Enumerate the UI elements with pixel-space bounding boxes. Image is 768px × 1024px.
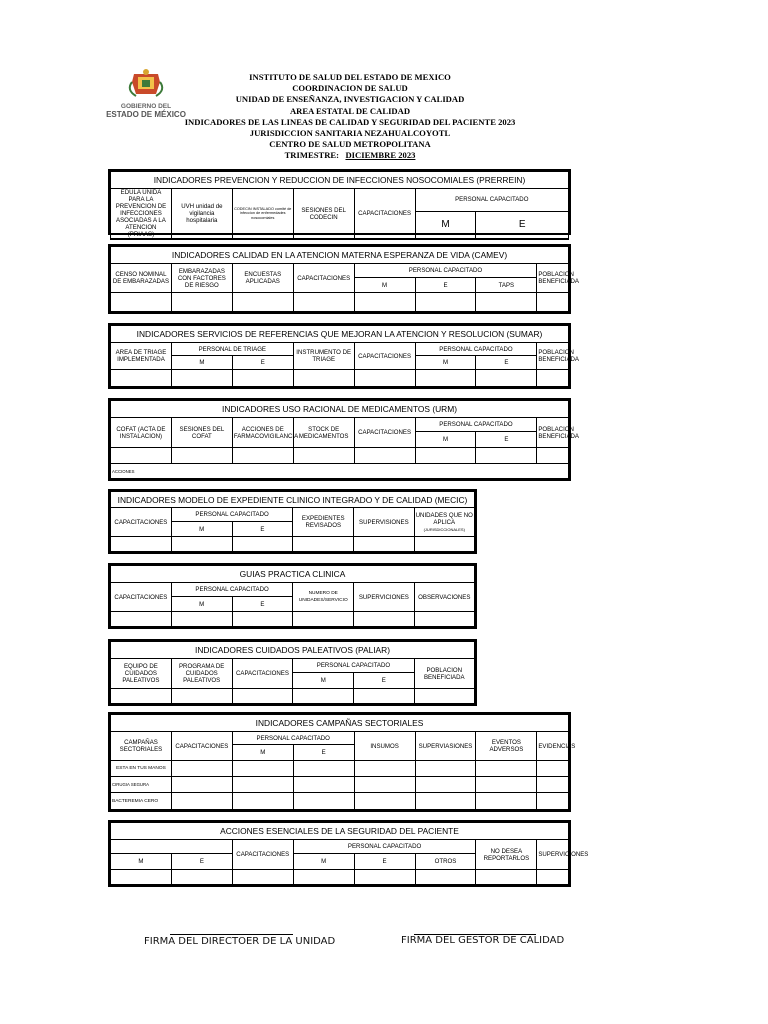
urm-header-e: E [476,432,537,448]
urm-cell[interactable] [232,448,293,464]
urm-cell[interactable] [293,448,354,464]
urm-cell[interactable] [537,448,569,464]
paliar-header-m: M [293,673,354,689]
sumar-table [108,323,579,389]
prerrein-cell[interactable] [476,239,569,240]
sumar-header-capacitaciones: CAPACITACIONES [354,343,415,370]
acciones-header-capacitaciones: CAPACITACIONES [232,840,293,870]
camev-header-embarazadas: EMBARAZADAS CON FACTORES DE RIESGO [171,264,232,293]
guias-cell[interactable] [171,612,232,627]
urm-cell[interactable] [171,448,232,464]
urm-cell[interactable] [415,448,476,464]
sumar-cell[interactable] [476,370,537,387]
mecic-unidades-label: UNIDADES QUE NO APLICA [415,511,473,526]
paliar-cell[interactable] [354,689,414,704]
sumar-header-poblacion: POBLACION BENEFICIADA [537,343,569,370]
acciones-header-no-desea: NO DESEA REPORTARLOS [476,840,537,870]
urm-table [108,398,579,481]
urm-header-farmacovigilancia: ACCIONES DE FARMACOVIGILANCIA [232,418,293,448]
acciones-cell[interactable] [537,870,569,885]
mecic-header-unidades [414,508,474,537]
acciones-cell[interactable] [476,870,537,885]
urm-header-sesiones: SESIONES DEL COFAT [171,418,232,448]
trimestre-label: TRIMESTRE: [284,150,340,161]
urm-acciones-row[interactable]: ACCIONES [111,464,569,479]
guias-cell[interactable] [232,612,293,627]
sumar-header-area: AREA DE TRIAGE IMPLEMENTADA [111,343,172,370]
acciones-header-m: M [293,854,354,870]
acciones-table [108,820,589,887]
camev-header-taps: TAPS [476,278,537,293]
guias-header-superviciones: SUPERVICIONES [354,583,414,612]
sumar-cell[interactable] [415,370,476,387]
mecic-header-supervisiones: SUPERVISIONES [354,508,414,537]
logo-caption [106,103,186,119]
prerrein-header-e: E [476,211,569,238]
header-line-6: JURISDICCION SANITARIA NEZAHUALCOYOTL [249,128,451,139]
camev-cell[interactable] [537,293,569,312]
campanas-cell[interactable] [476,761,537,777]
camev-header-e: E [415,278,476,293]
campanas-header-insumos: INSUMOS [354,732,415,761]
header-trimestre [180,150,520,161]
guias-cell[interactable] [293,612,354,627]
campanas-cell[interactable] [537,777,569,793]
campanas-cell[interactable] [537,793,569,810]
mecic-cell[interactable] [354,537,414,552]
camev-cell[interactable] [232,293,293,312]
campanas-cell[interactable] [293,777,354,793]
mecic-header-expedientes: EXPEDIENTES REVISADOS [293,508,354,537]
paliar-header-e: E [354,673,414,689]
guias-cell[interactable] [414,612,474,627]
paliar-header-poblacion: POBLACION BENEFICIADA [414,659,474,689]
sumar-header-personal-triage: PERSONAL DE TRIAGE [171,343,293,356]
guias-cell[interactable] [354,612,414,627]
sumar-cell[interactable] [171,370,232,387]
campanas-cell[interactable] [354,793,415,810]
paliar-header-capacitaciones: CAPACITACIONES [232,659,293,689]
paliar-header-programa: PROGRAMA DE CUIDADOS PALEATIVOS [171,659,232,689]
camev-cell[interactable] [293,293,354,312]
camev-header-encuestas: ENCUESTAS APLICADAS [232,264,293,293]
camev-table [108,244,579,314]
campanas-cell[interactable] [232,761,293,777]
header-line-5: INDICADORES DE LAS LINEAS DE CALIDAD Y SEGURIDAD DEL PACIENTE 2023 [184,116,516,127]
paliar-header-equipo: EQUIPO DE CUIDADOS PALEATIVOS [111,659,172,689]
camev-header-poblacion: POBLACION BENEFICIADA [537,264,569,293]
prerrein-cell[interactable] [111,239,172,240]
campanas-cell[interactable] [354,761,415,777]
acciones-cell[interactable] [354,870,415,885]
campanas-header-personal: PERSONAL CAPACITADO [232,732,354,745]
campanas-cell[interactable] [476,777,537,793]
prerrein-cell[interactable] [293,239,354,240]
urm-title: INDICADORES USO RACIONAL DE MEDICAMENTOS (URM) [111,401,569,418]
acciones-title: ACCIONES ESENCIALES DE LA SEGURIDAD DEL PACIENTE [111,823,569,840]
acciones-cell[interactable] [171,870,232,885]
urm-header-m: M [415,432,476,448]
camev-cell[interactable] [171,293,232,312]
mecic-header-personal: PERSONAL CAPACITADO [171,508,293,522]
acciones-cell[interactable] [415,870,476,885]
mecic-header-capacitaciones: CAPACITACIONES [111,508,172,537]
prerrein-cell[interactable] [232,239,293,240]
acciones-cell[interactable] [232,870,293,885]
prerrein-header-sesiones: SESIONES DEL CODECIN [293,189,354,239]
camev-title: INDICADORES CALIDAD EN LA ATENCION MATERNA ESPERANZA DE VIDA (CAMEV) [111,247,569,264]
campanas-header-supervisiones: SUPERVIASIONES [415,732,476,761]
urm-header-stock: STOCK DE MEDICAMENTOS [293,418,354,448]
paliar-table [108,639,477,706]
campanas-cell[interactable] [293,761,354,777]
campanas-cell[interactable] [537,761,569,777]
guias-header-capacitaciones: CAPACITACIONES [111,583,172,612]
campanas-row-esta-en-tus-manos: ESTA EN TUS MANOS [111,761,172,777]
mecic-unidades-sub: (JURISDICCIONALES) [423,526,465,532]
acciones-header-blank [111,840,233,854]
guias-header-personal: PERSONAL CAPACITADO [171,583,293,597]
campanas-header-evidencias: EVIDENCIAS [537,732,569,761]
sumar-header-m: M [171,356,232,370]
acciones-cell[interactable] [293,870,354,885]
sumar-cell[interactable] [293,370,354,387]
camev-cell[interactable] [476,293,537,312]
campanas-header-eventos: EVENTOS ADVERSOS [476,732,537,761]
sumar-header-instrumento: INSTRUMENTO DE TRIAGE [293,343,354,370]
acciones-header-m-left: M [111,854,172,870]
mecic-cell[interactable] [111,537,172,552]
logo-line-2: ESTADO DE MÉXICO [106,110,186,119]
paliar-cell[interactable] [111,689,172,704]
sumar-header-m2: M [415,356,476,370]
urm-header-cofat: COFAT (ACTA DE INSTALACION) [111,418,172,448]
acciones-header-otros: OTROS [415,854,476,870]
header-line-1: INSTITUTO DE SALUD DEL ESTADO DE MEXICO [249,72,451,82]
guias-header-e: E [232,597,293,612]
camev-header-capacitaciones: CAPACITACIONES [293,264,354,293]
prerrein-header-codecin: CODECIN INSTALADO comité de infeccion de enfermedades nosocomiales [232,189,293,239]
sumar-cell[interactable] [232,370,293,387]
urm-cell[interactable] [354,448,415,464]
sumar-cell[interactable] [354,370,415,387]
campanas-row-cirugia-segura: CIRUGIA SEGURA [111,777,172,793]
mecic-table [108,489,477,554]
mecic-cell[interactable] [293,537,354,552]
campanas-cell[interactable] [476,793,537,810]
campanas-header-m: M [232,745,293,761]
mecic-cell[interactable] [232,537,293,552]
prerrein-title: INDICADORES PREVENCION Y REDUCCION DE INFECCIONES NOSOCOMIALES (PRERREIN) [111,172,569,189]
prerrein-header-personal: PERSONAL CAPACITADO [415,189,568,212]
header-line-7: CENTRO DE SALUD METROPOLITANA [269,139,431,150]
campanas-cell[interactable] [171,761,232,777]
camev-cell[interactable] [415,293,476,312]
urm-cell[interactable] [111,448,172,464]
campanas-header-capacitaciones: CAPACITACIONES [171,732,232,761]
paliar-cell[interactable] [293,689,354,704]
header-line-3: UNIDAD DE ENSEÑANZA, INVESTIGACION Y CALIDAD [235,94,465,105]
prerrein-header-m: M [415,211,476,238]
acciones-header-personal: PERSONAL CAPACITADO [293,840,476,854]
urm-header-personal: PERSONAL CAPACITADO [415,418,537,432]
urm-header-poblacion: POBLACION BENEFICIADA [537,418,569,448]
guias-table [108,563,477,629]
campanas-cell[interactable] [171,793,232,810]
paliar-cell[interactable] [414,689,474,704]
sumar-header-e: E [232,356,293,370]
campanas-cell[interactable] [232,793,293,810]
campanas-header-e: E [293,745,354,761]
campanas-row-bacteremia-cero: BACTEREMIA CERO [111,793,172,810]
prerrein-cell[interactable] [171,239,232,240]
campanas-cell[interactable] [171,777,232,793]
paliar-title: INDICADORES CUIDADOS PALEATIVOS (PALIAR) [111,642,475,659]
camev-cell[interactable] [354,293,415,312]
prerrein-header-uvh: UVH unidad de vigilancia hospitalaria [171,189,232,239]
sumar-header-personal: PERSONAL CAPACITADO [415,343,537,356]
sumar-cell[interactable] [111,370,172,387]
acciones-cell[interactable] [111,870,172,885]
paliar-cell[interactable] [232,689,293,704]
header-line-4: AREA ESTATAL DE CALIDAD [289,105,411,116]
campanas-table [108,712,576,812]
campanas-cell[interactable] [232,777,293,793]
gestor-signature-label: FIRMA DEL GESTOR DE CALIDAD [401,935,565,946]
mecic-title: INDICADORES MODELO DE EXPEDIENTE CLINICO INTEGRADO Y DE CALIDAD (MECIC) [111,492,475,508]
campanas-cell[interactable] [293,793,354,810]
camev-header-m: M [354,278,415,293]
prerrein-header-capacitaciones: CAPACITACIONES [354,189,415,239]
director-signature-label: FIRMA DEL DIRECTOER DE LA UNIDAD [144,936,336,947]
acciones-header-superviciones: SUPERVICIONES [537,840,569,870]
camev-header-personal: PERSONAL CAPACITADO [354,264,537,278]
guias-title: GUIAS PRACTICA CLINICA [111,566,475,583]
paliar-header-personal: PERSONAL CAPACITADO [293,659,414,673]
prerrein-header-priaas: EDULA UNIDA PARA LA PREVENCION DE INFECCIONES ASOCIADAS A LA ATENCION (PRIAAS) [111,189,172,239]
campanas-cell[interactable] [415,793,476,810]
campanas-title: INDICADORES CAMPAÑAS SECTORIALES [111,715,569,732]
sumar-title: INDICADORES SERVICIOS DE REFERENCIAS QUE MEJORAN LA ATENCION Y RESOLUCION (SUMAR) [111,326,569,343]
campanas-cell[interactable] [354,777,415,793]
guias-header-observaciones: OBSERVACIONES [414,583,474,612]
urm-header-capacitaciones: CAPACITACIONES [354,418,415,448]
sumar-cell[interactable] [537,370,569,387]
paliar-cell[interactable] [171,689,232,704]
guias-cell[interactable] [111,612,172,627]
trimestre-value: DICIEMBRE 2023 [345,150,416,161]
mecic-header-e: E [232,522,293,537]
director-signature-line[interactable] [170,934,293,935]
logo-line-1: GOBIERNO DEL [120,103,172,110]
guias-header-unidades: NUMERO DE UNIDADES/SERVICIO [293,583,354,612]
document-header [180,72,520,162]
prerrein-cell[interactable] [354,239,415,240]
guias-header-m: M [171,597,232,612]
urm-cell[interactable] [476,448,537,464]
mecic-header-m: M [171,522,232,537]
prerrein-table [108,169,571,238]
sumar-header-e2: E [476,356,537,370]
header-line-2: COORDINACION DE SALUD [292,83,408,94]
campanas-cell[interactable] [415,777,476,793]
mecic-cell[interactable] [171,537,232,552]
acciones-header-e-left: E [171,854,232,870]
camev-cell[interactable] [111,293,172,312]
acciones-header-e: E [354,854,415,870]
campanas-cell[interactable] [415,761,476,777]
mecic-cell[interactable] [414,537,474,552]
prerrein-cell[interactable] [415,239,476,240]
camev-header-censo: CENSO NOMINAL DE EMBARAZADAS [111,264,172,293]
campanas-header-campanas: CAMPAÑAS SECTORIALES [111,732,172,761]
